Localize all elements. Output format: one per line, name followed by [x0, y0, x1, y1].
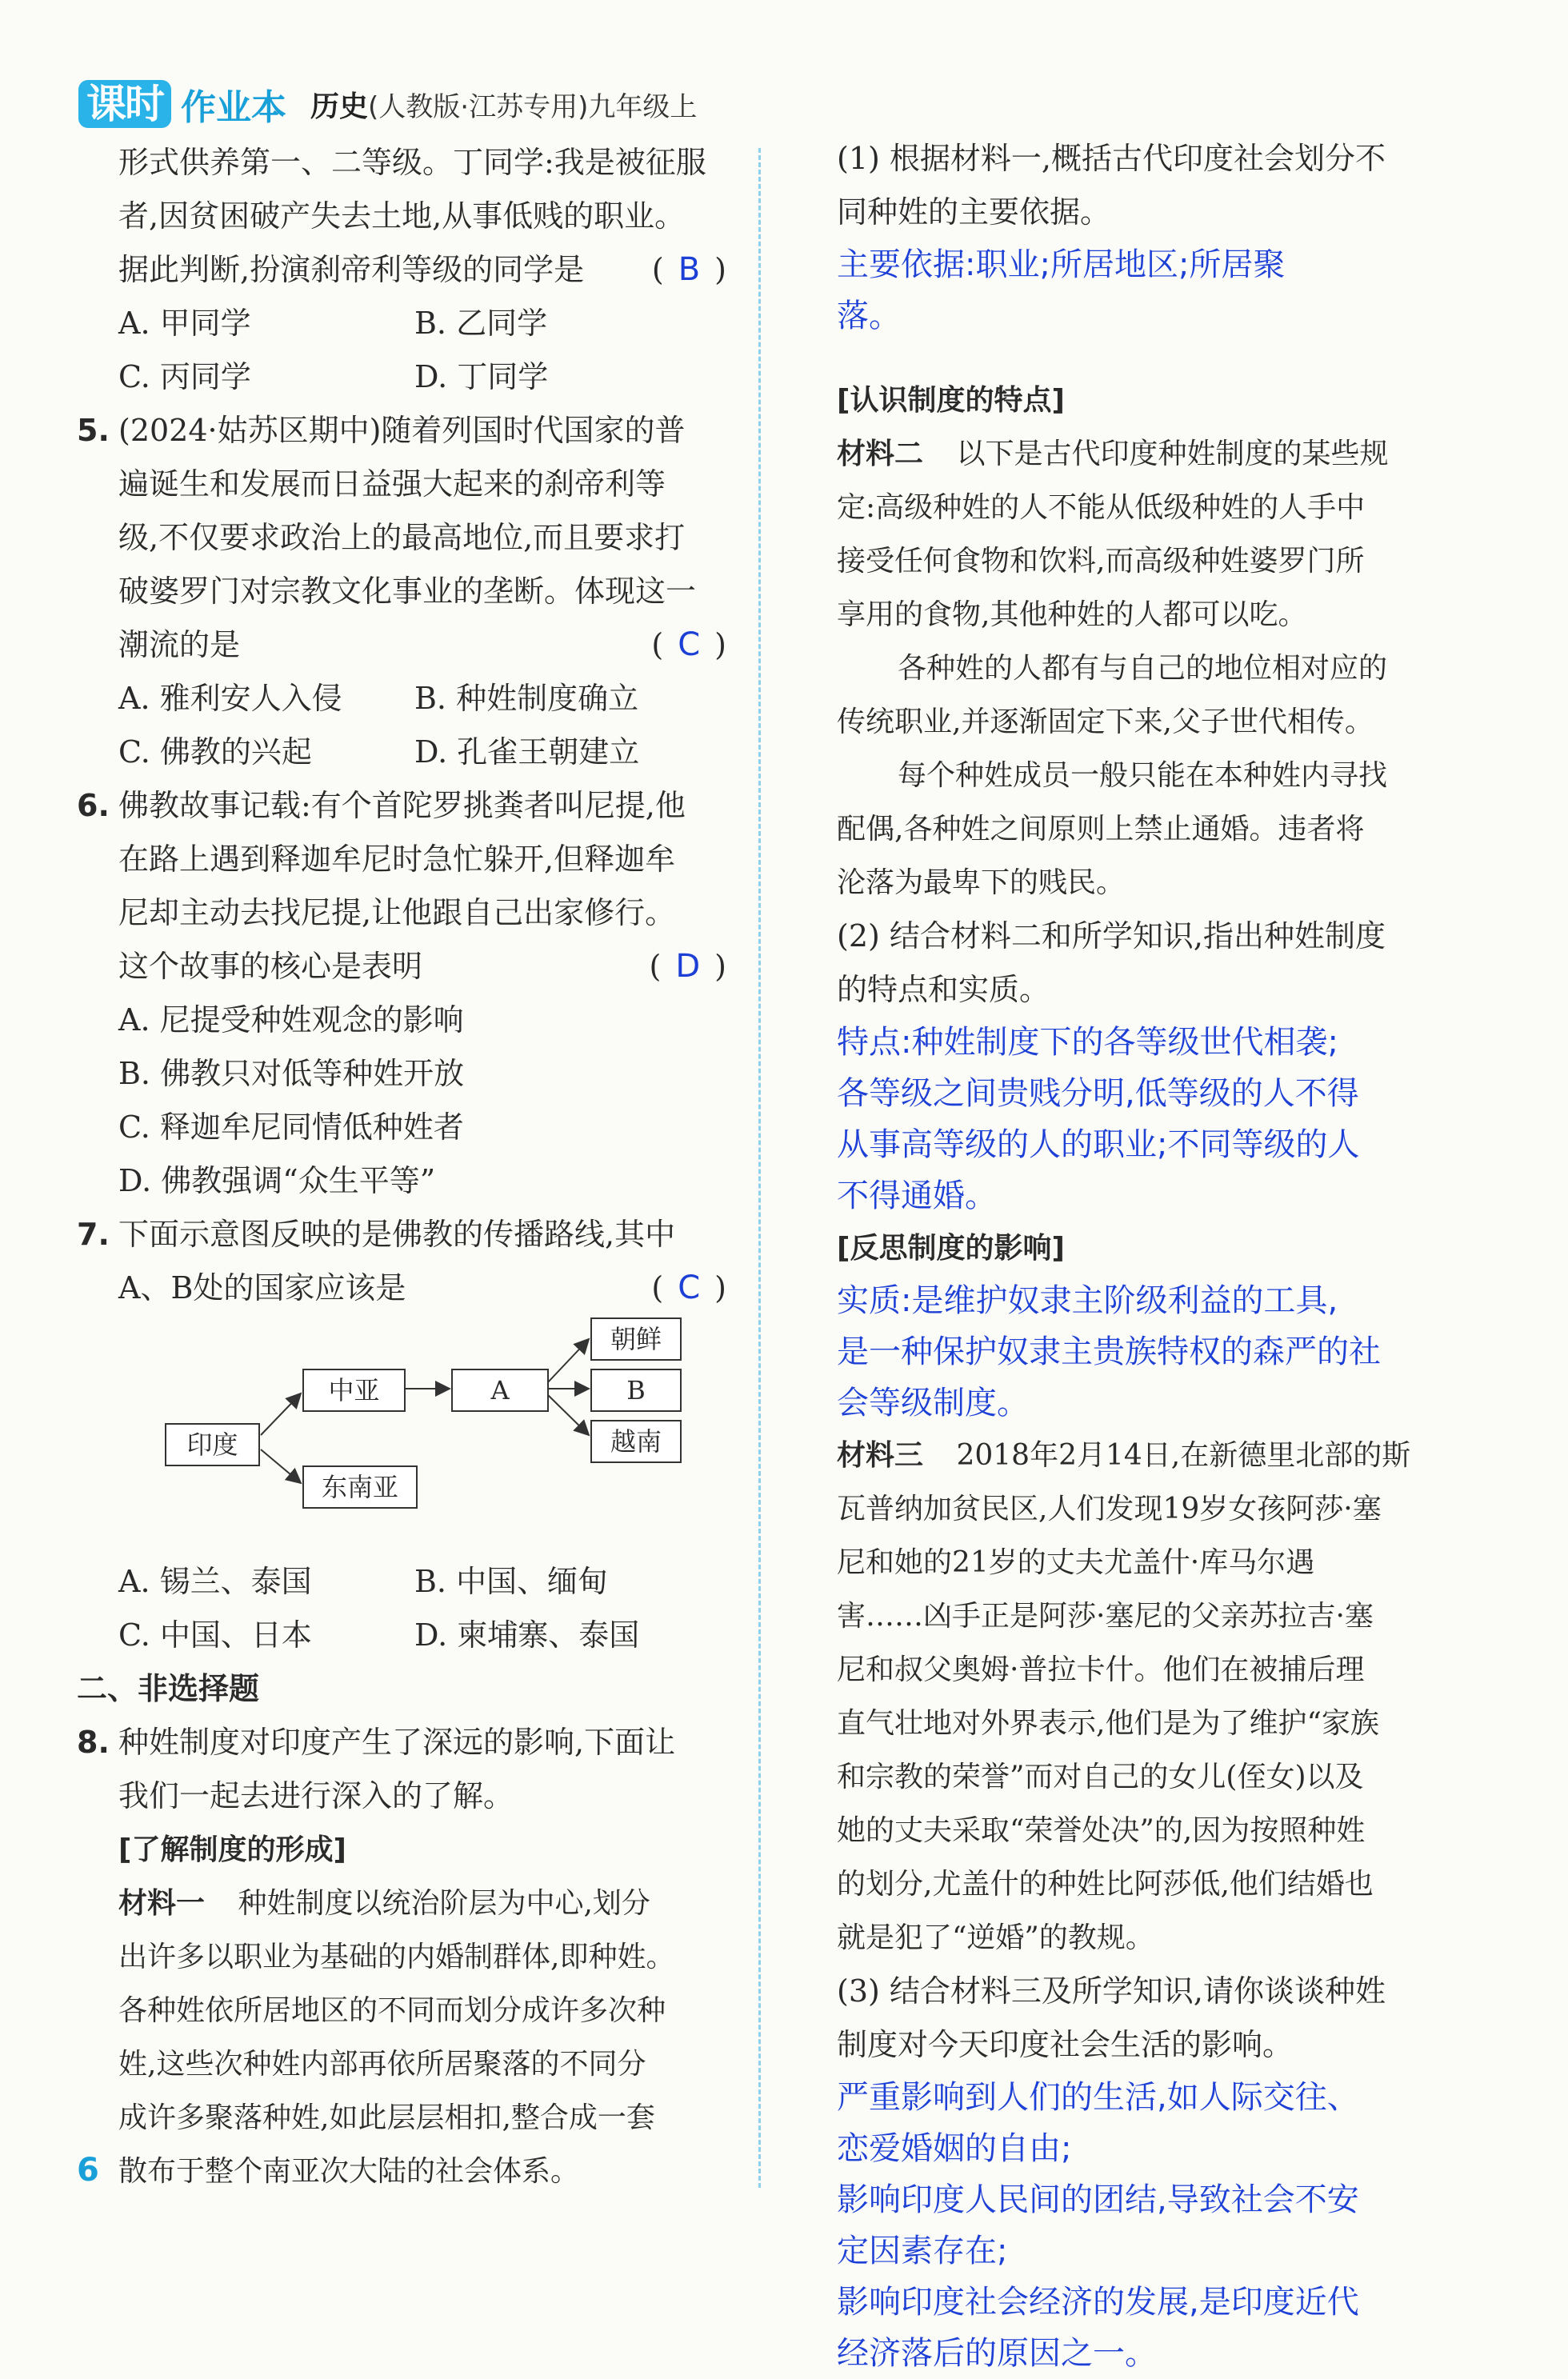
- material-line: 配偶,各种姓之间原则上禁止通婚。违者将: [837, 813, 1365, 846]
- q7-options-row: [77, 1555, 733, 1609]
- material-text: 种姓制度以统治阶层为中心,划分: [238, 1887, 650, 1920]
- q7-line: [77, 1208, 733, 1261]
- answer-2: 从事高等级的人的职业;不同等级的人: [837, 1126, 1360, 1163]
- sub-question-2: (2) 结合材料二和所学知识,指出种姓制度: [837, 918, 1386, 954]
- material-label: 材料二: [837, 438, 924, 470]
- answer-1: 主要依据:职业;所居地区;所居聚: [837, 246, 1286, 283]
- q7-option-b: B. 中国、缅甸: [414, 1564, 609, 1599]
- box-vietnam: 越南: [590, 1420, 682, 1463]
- subject: 历史: [310, 90, 369, 123]
- box-b: B: [590, 1369, 682, 1412]
- q4-answer: B: [678, 251, 701, 288]
- page-number: 6: [77, 2152, 99, 2189]
- q6-answer-paren: ( D ): [649, 948, 726, 985]
- buddhism-route-diagram: [165, 1315, 733, 1555]
- box-southeast-asia: 东南亚: [302, 1465, 418, 1509]
- material-line: 尼和叔父奥姆·普拉卡什。他们在被捕后理: [837, 1653, 1365, 1686]
- right-column: [837, 132, 1493, 2379]
- material-line: 成许多聚落种姓,如此层层相扣,整合成一套: [118, 2101, 655, 2134]
- q5-number: 5.: [77, 413, 110, 448]
- q7-option-a: A. 锡兰、泰国: [118, 1564, 312, 1599]
- q5-answer: C: [678, 626, 701, 663]
- q4-options-row: [77, 350, 733, 404]
- material-label: 材料一: [118, 1887, 206, 1920]
- q7-option-c: C. 中国、日本: [118, 1617, 312, 1653]
- q5-line: 遍诞生和发展而日益强大起来的刹帝利等: [118, 466, 666, 502]
- topic-heading: [认识制度的特点]: [837, 384, 1065, 417]
- column-divider: [758, 148, 761, 2188]
- material-line: 姓,这些次种姓内部再依所居聚落的不同分: [118, 2048, 646, 2081]
- arrow-a-korea: [547, 1339, 589, 1383]
- box-central-asia: 中亚: [302, 1369, 406, 1412]
- arrow-a-vietnam: [547, 1394, 589, 1435]
- q7-options-row: [77, 1609, 733, 1662]
- q4-option-c: C. 丙同学: [118, 359, 251, 394]
- q5-option-b: B. 种姓制度确立: [414, 681, 639, 716]
- answer-2-essence: 会等级制度。: [837, 1385, 1029, 1421]
- subtitle: (人教版·江苏专用)九年级上: [368, 90, 698, 123]
- q8-line: 我们一起去进行深入的了解。: [118, 1778, 514, 1813]
- q8-text: 种姓制度对印度产生了深远的影响,下面让: [118, 1725, 676, 1760]
- material-line: 害……凶手正是阿莎·塞尼的父亲苏拉吉·塞: [837, 1600, 1374, 1633]
- q5-answer-paren: ( C ): [651, 626, 726, 663]
- answer-2: 不得通婚。: [837, 1178, 997, 1214]
- answer-2-essence: 是一种保护奴隶主贵族特权的森严的社: [837, 1333, 1381, 1370]
- q5-option-a: A. 雅利安人入侵: [118, 681, 342, 716]
- q7-number: 7.: [77, 1217, 110, 1252]
- sub-question-1: (1) 根据材料一,概括古代印度社会划分不: [837, 141, 1386, 176]
- material-line: 的划分,尤盖什的种姓比阿莎低,他们结婚也: [837, 1868, 1374, 1901]
- material-line: 和宗教的荣誉”而对自己的女儿(侄女)以及: [837, 1761, 1364, 1793]
- box-a: A: [451, 1369, 549, 1412]
- section-heading: 二、非选择题: [77, 1671, 260, 1706]
- material-line: 就是犯了“逆婚”的教规。: [837, 1921, 1154, 1954]
- answer-2-essence: 实质:是维护奴隶主阶级利益的工具,: [837, 1282, 1338, 1319]
- q7-answer: C: [678, 1269, 701, 1306]
- material-line: 散布于整个南亚次大陆的社会体系。: [118, 2155, 580, 2188]
- material-line: [837, 1429, 1493, 1482]
- q6-line: 在路上遇到释迦牟尼时急忙躲开,但释迦牟: [118, 842, 676, 877]
- q5-option-d: D. 孔雀王朝建立: [414, 734, 640, 770]
- material-line: 瓦普纳加贫民区,人们发现19岁女孩阿莎·塞: [837, 1493, 1382, 1525]
- q5-line: 级,不仅要求政治上的最高地位,而且要求打: [118, 520, 686, 555]
- q6-option-c: C. 释迦牟尼同情低种姓者: [118, 1110, 464, 1145]
- answer-3: 影响印度社会经济的发展,是印度近代: [837, 2284, 1359, 2321]
- q6-line: [77, 779, 733, 833]
- sub-question-1: 同种姓的主要依据。: [837, 194, 1111, 230]
- q6-number: 6.: [77, 788, 110, 823]
- material-line: 接受任何食物和饮料,而高级种姓婆罗门所: [837, 545, 1365, 578]
- sub-question-2: 的特点和实质。: [837, 972, 1050, 1007]
- answer-3: 影响印度人民间的团结,导致社会不安: [837, 2181, 1359, 2218]
- q7-line: [77, 1261, 733, 1315]
- material-label: 材料三: [837, 1439, 924, 1472]
- q8-line: [77, 1716, 733, 1769]
- q7-option-d: D. 柬埔寨、泰国: [414, 1617, 640, 1653]
- answer-2: 各等级之间贵贱分明,低等级的人不得: [837, 1075, 1359, 1112]
- q4-options-row: [77, 297, 733, 350]
- q8-number: 8.: [77, 1725, 110, 1760]
- q6-option-a: A. 尼提受种姓观念的影响: [118, 1002, 464, 1038]
- q4-stem-end: 据此判断,扮演刹帝利等级的同学是: [118, 252, 585, 287]
- logo-sub: 作业本: [181, 87, 286, 128]
- answer-2: 特点:种姓制度下的各等级世代相袭;: [837, 1024, 1338, 1061]
- q5-stem-end: 潮流的是: [118, 627, 241, 662]
- q5-options-row: [77, 672, 733, 726]
- box-india: 印度: [165, 1423, 260, 1466]
- material-line: 各种姓依所居地区的不同而划分成许多次种: [118, 1994, 666, 2027]
- q5-options-row: [77, 726, 733, 779]
- topic-heading: [反思制度的影响]: [837, 1232, 1065, 1265]
- q5-line: [77, 618, 733, 672]
- q6-line: [77, 940, 733, 994]
- material-line: 尼和她的21岁的丈夫尤盖什·库马尔遇: [837, 1546, 1315, 1579]
- q5-line: [77, 404, 733, 458]
- q4-option-b: B. 乙同学: [414, 306, 548, 341]
- q6-line: 尼却主动去找尼提,让他跟自己出家修行。: [118, 895, 676, 930]
- q4-line: 者,因贫困破产失去土地,从事低贱的职业。: [118, 198, 686, 234]
- q6-option-b: B. 佛教只对低等种姓开放: [118, 1056, 465, 1091]
- answer-3: 恋爱婚姻的自由;: [837, 2130, 1072, 2167]
- sub-question-3: (3) 结合材料三及所学知识,请你谈谈种姓: [837, 1973, 1386, 2009]
- material-line: 传统职业,并逐渐固定下来,父子世代相传。: [837, 706, 1374, 738]
- arrow-india-central-asia: [261, 1393, 301, 1435]
- q5-text: (2024·姑苏区期中)随着列国时代国家的普: [118, 413, 686, 448]
- q5-option-c: C. 佛教的兴起: [118, 734, 312, 770]
- arrow-india-southeast-asia: [261, 1449, 301, 1483]
- material-line: 每个种姓成员一般只能在本种姓内寻找: [898, 759, 1388, 792]
- material-text: 以下是古代印度种姓制度的某些规: [956, 438, 1389, 470]
- sub-question-3: 制度对今天印度社会生活的影响。: [837, 2027, 1294, 2062]
- q6-option-d: D. 佛教强调“众生平等”: [118, 1163, 436, 1198]
- page-header: [78, 77, 697, 131]
- material-line: 沦落为最卑下的贱民。: [837, 866, 1126, 899]
- answer-3: 严重影响到人们的生活,如人际交往、: [837, 2079, 1359, 2116]
- material-line: 享用的食物,其他种姓的人都可以吃。: [837, 598, 1307, 631]
- material-line: 各种姓的人都有与自己的地位相对应的: [898, 652, 1388, 685]
- material-line: 出许多以职业为基础的内婚制群体,即种姓。: [118, 1941, 675, 1973]
- q6-text: 佛教故事记载:有个首陀罗挑粪者叫尼提,他: [118, 788, 686, 823]
- q4-line: [77, 243, 733, 297]
- material-line: [77, 1877, 733, 1930]
- logo-main: 课时: [78, 80, 171, 128]
- q6-answer: D: [675, 948, 701, 985]
- material-line: 她的丈夫采取“荣誉处决”的,因为按照种姓: [837, 1814, 1366, 1847]
- answer-1: 落。: [837, 298, 901, 334]
- material-line: 直气壮地对外界表示,他们是为了维护“家族: [837, 1707, 1379, 1740]
- q7-answer-paren: ( C ): [651, 1269, 726, 1306]
- q7-text: 下面示意图反映的是佛教的传播路线,其中: [118, 1217, 676, 1252]
- answer-3: 定因素存在;: [837, 2233, 1008, 2269]
- q7-stem-end: A、B处的国家应该是: [118, 1270, 406, 1305]
- material-line: [837, 427, 1493, 481]
- q4-line: 形式供养第一、二等级。丁同学:我是被征服: [118, 145, 706, 180]
- q6-stem-end: 这个故事的核心是表明: [118, 949, 423, 984]
- logo: [78, 78, 286, 130]
- q4-option-a: A. 甲同学: [118, 306, 251, 341]
- material-line: 定:高级种姓的人不能从低级种姓的人手中: [837, 491, 1366, 524]
- box-korea: 朝鲜: [590, 1317, 682, 1361]
- answer-3: 经济落后的原因之一。: [837, 2335, 1157, 2372]
- topic-heading: [了解制度的形成]: [118, 1833, 346, 1866]
- q5-line: 破婆罗门对宗教文化事业的垄断。体现这一: [118, 574, 697, 609]
- q4-answer-paren: ( B ): [651, 251, 726, 288]
- material-text: 2018年2月14日,在新德里北部的斯: [956, 1439, 1411, 1472]
- left-column: [77, 136, 733, 2198]
- q4-option-d: D. 丁同学: [414, 359, 549, 394]
